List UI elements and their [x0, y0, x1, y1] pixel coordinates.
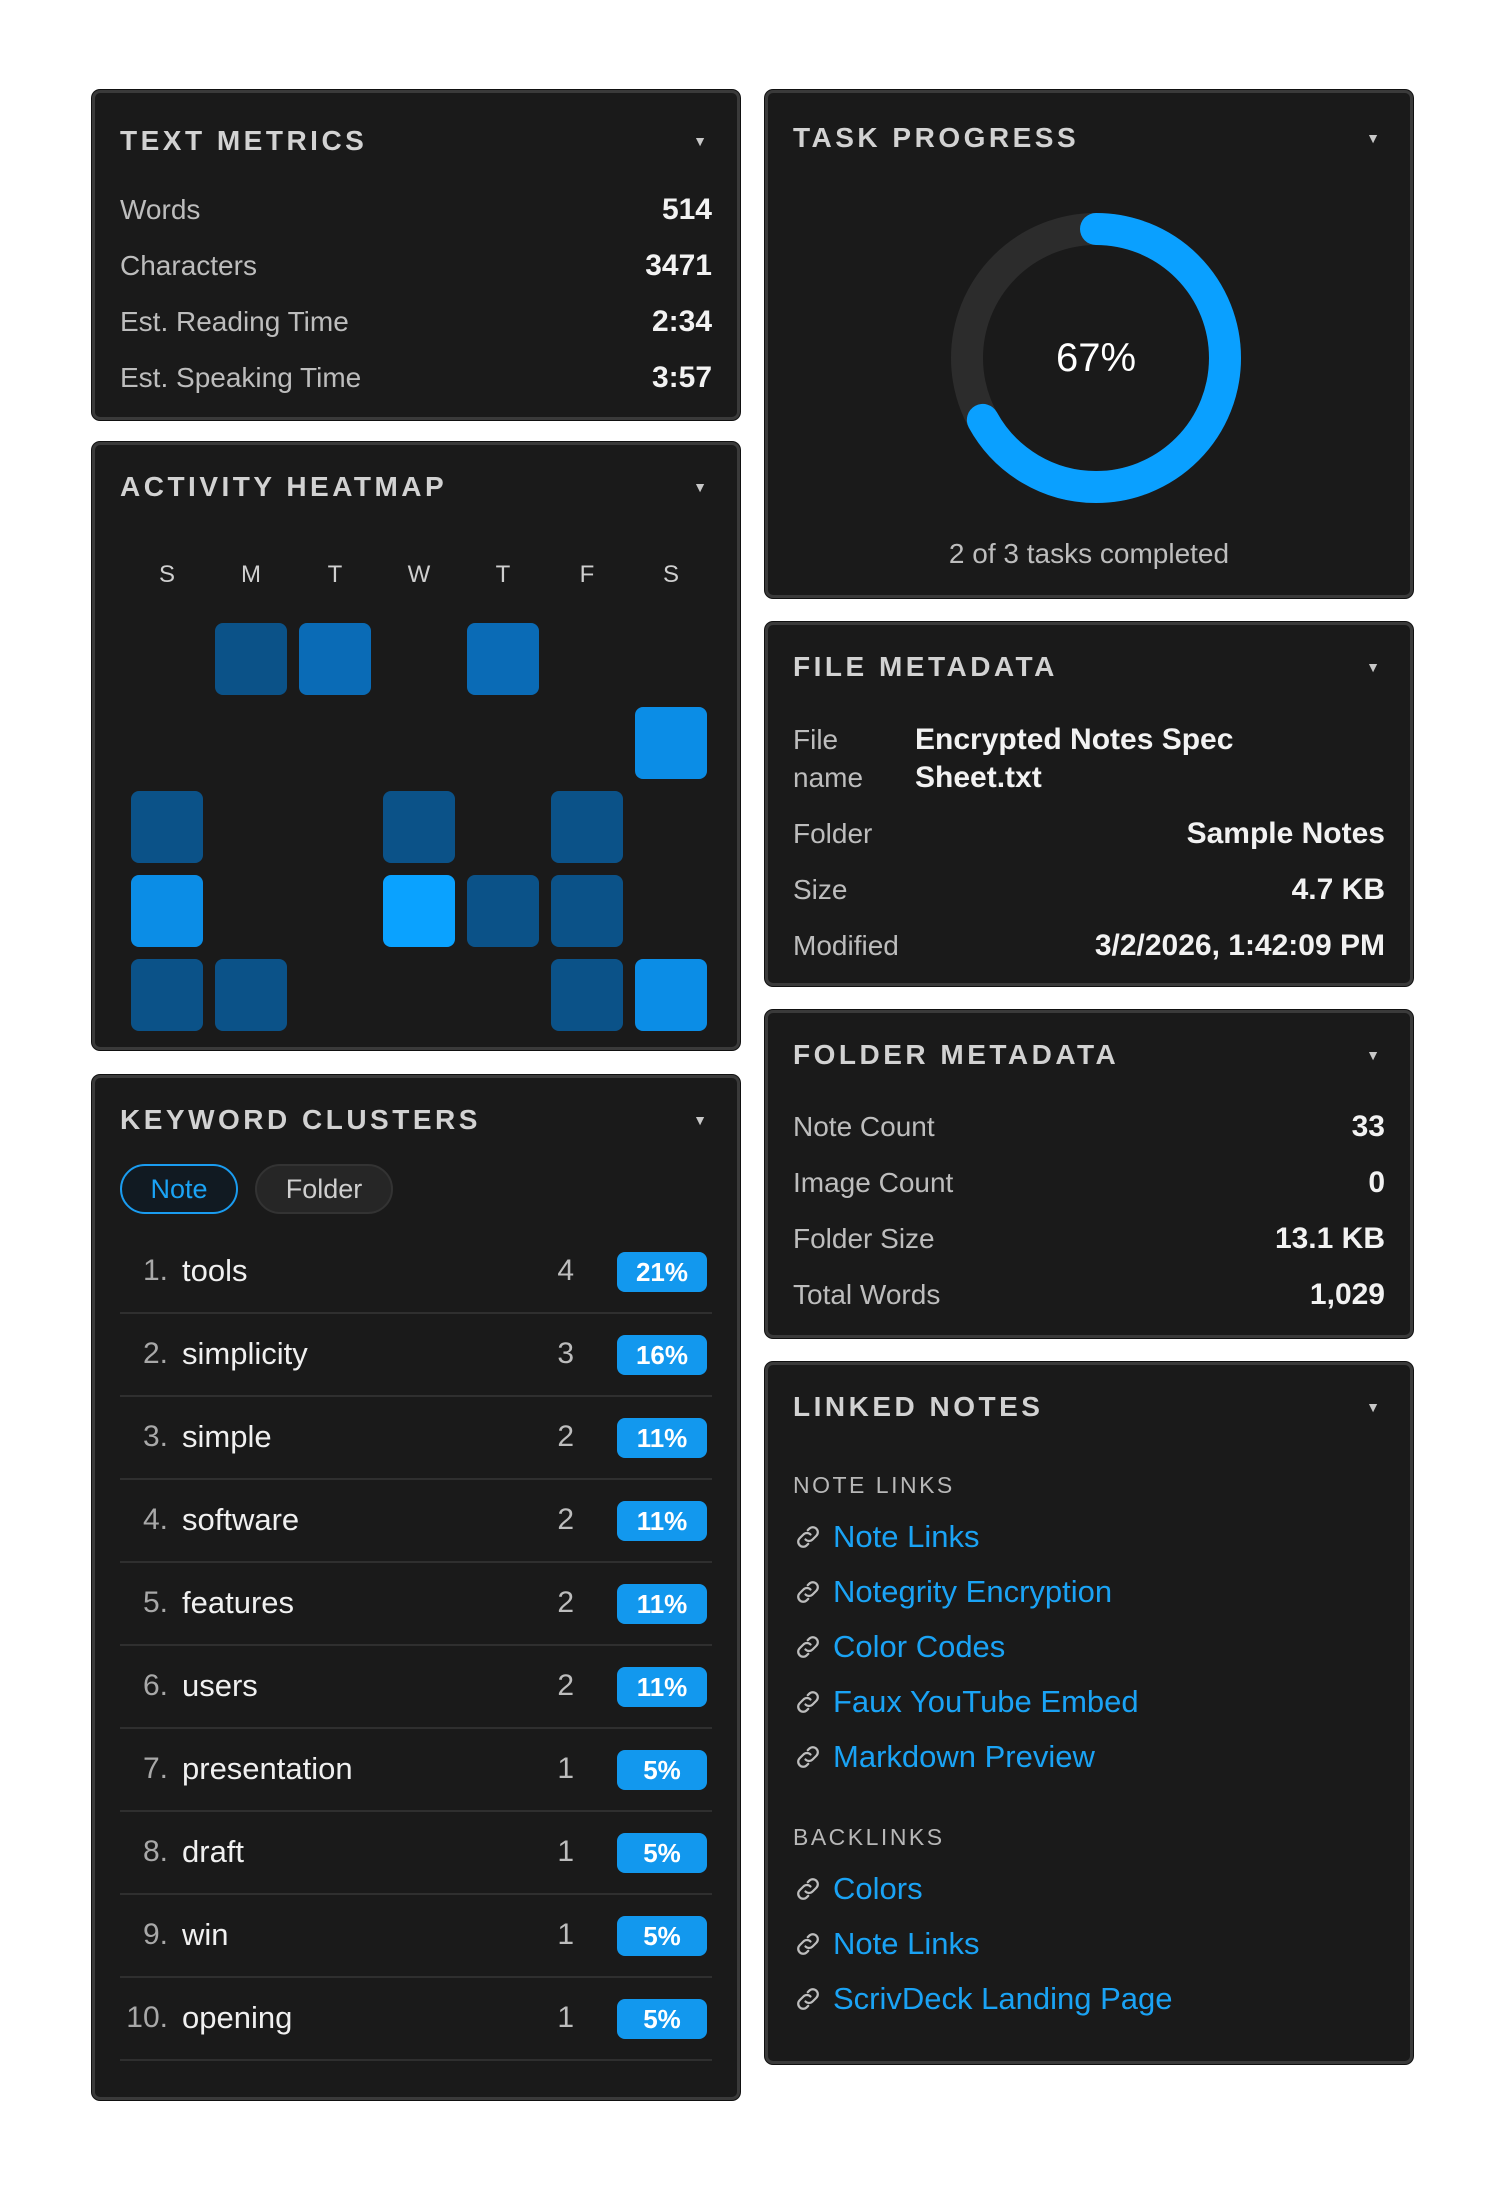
- backlinks-section-label: BACKLINKS: [793, 1824, 945, 1850]
- metric-label: Est. Speaking Time: [120, 362, 362, 393]
- keyword-rank: 10.: [126, 2001, 168, 2034]
- link-text[interactable]: Colors: [833, 1871, 923, 1906]
- keyword-count: 1: [557, 1918, 574, 1951]
- keyword-row[interactable]: [120, 1894, 712, 1978]
- heatmap-cell: [131, 959, 203, 1031]
- keyword-word: simple: [182, 1419, 272, 1454]
- backlink[interactable]: [793, 1977, 1385, 2021]
- file-name-line: Encrypted Notes Spec: [915, 723, 1234, 756]
- keyword-percent-badge: 5%: [617, 1750, 707, 1790]
- keyword-row[interactable]: [120, 1977, 712, 2061]
- day-label: S: [662, 561, 679, 588]
- keyword-row[interactable]: [120, 1479, 712, 1563]
- heatmap-cell: [467, 623, 539, 695]
- file-metadata-title: FILE METADATA: [793, 651, 1058, 682]
- backlink[interactable]: [793, 1922, 1385, 1966]
- keyword-word: simplicity: [182, 1336, 308, 1371]
- collapse-triangle-icon[interactable]: ▼: [1366, 1399, 1380, 1415]
- metric-row-reading-time: [120, 302, 712, 342]
- heatmap-cell: [131, 791, 203, 863]
- day-label: F: [579, 561, 595, 588]
- file-name-label-line: File: [793, 724, 839, 755]
- metric-label: Note Count: [793, 1111, 935, 1142]
- keyword-word: tools: [182, 1253, 248, 1288]
- keyword-rank: 2.: [142, 1337, 168, 1370]
- day-label: T: [495, 561, 511, 588]
- text-metrics-title: TEXT METRICS: [120, 125, 368, 156]
- modified-label: Modified: [793, 930, 899, 961]
- link-text[interactable]: Note Links: [833, 1926, 980, 1961]
- progress-percent: 67%: [1055, 336, 1137, 380]
- activity-heatmap-header[interactable]: [120, 467, 712, 507]
- link-icon: [793, 1984, 823, 2014]
- keyword-clusters-header[interactable]: [120, 1100, 712, 1140]
- metric-row-speaking-time: [120, 358, 712, 398]
- keyword-percent-badge: 11%: [617, 1501, 707, 1541]
- heatmap-cell: [551, 959, 623, 1031]
- heatmap-cell: [635, 707, 707, 779]
- link-text[interactable]: Color Codes: [833, 1629, 1006, 1664]
- keyword-count: 2: [557, 1586, 574, 1619]
- link-icon: [793, 1522, 823, 1552]
- heatmap-cell: [551, 875, 623, 947]
- linked-notes-card: [765, 1362, 1413, 2064]
- keyword-rank: 3.: [142, 1420, 168, 1453]
- keyword-count: 1: [557, 1752, 574, 1785]
- task-progress-title: TASK PROGRESS: [793, 122, 1080, 153]
- heatmap-cell: [551, 791, 623, 863]
- keyword-word: software: [182, 1502, 300, 1537]
- heatmap-cell: [215, 959, 287, 1031]
- link-icon: [793, 1632, 823, 1662]
- keyword-count: 2: [557, 1669, 574, 1702]
- keyword-word: presentation: [182, 1751, 353, 1786]
- link-text[interactable]: Note Links: [833, 1519, 980, 1554]
- link-icon: [793, 1874, 823, 1904]
- keyword-word: users: [182, 1668, 258, 1703]
- link-text[interactable]: Notegrity Encryption: [833, 1574, 1113, 1609]
- metric-value: 13.1 KB: [1274, 1222, 1385, 1255]
- note-links-section-label: NOTE LINKS: [793, 1472, 955, 1498]
- keyword-row[interactable]: [120, 1562, 712, 1646]
- keyword-count: 1: [557, 1835, 574, 1868]
- keyword-count: 1: [557, 2001, 574, 2034]
- day-label: T: [327, 561, 343, 588]
- collapse-triangle-icon[interactable]: ▼: [1366, 659, 1380, 675]
- keyword-percent-badge: 5%: [617, 1916, 707, 1956]
- day-label: S: [158, 561, 175, 588]
- link-text[interactable]: Faux YouTube Embed: [833, 1684, 1139, 1719]
- keyword-percent-badge: 16%: [617, 1335, 707, 1375]
- collapse-triangle-icon[interactable]: ▼: [693, 1112, 707, 1128]
- keyword-rank: 4.: [142, 1503, 168, 1536]
- task-progress-header[interactable]: [793, 118, 1385, 158]
- metric-value: 3:57: [651, 361, 712, 394]
- keyword-rank: 9.: [142, 1918, 168, 1951]
- folder-metadata-header[interactable]: [793, 1035, 1385, 1075]
- file-name-value: [915, 721, 1233, 797]
- metric-row-image-count: [793, 1163, 1385, 1203]
- keyword-percent-badge: 21%: [617, 1252, 707, 1292]
- keyword-count: 2: [557, 1420, 574, 1453]
- keyword-percent-badge: 11%: [617, 1584, 707, 1624]
- metric-label: Words: [120, 194, 201, 225]
- metric-label: Folder Size: [793, 1223, 935, 1254]
- metric-label: Total Words: [793, 1279, 941, 1310]
- keyword-row[interactable]: [120, 1728, 712, 1812]
- keyword-count: 4: [557, 1254, 574, 1287]
- metric-row-total-words: [793, 1275, 1385, 1315]
- metric-value: 2:34: [651, 305, 712, 338]
- keyword-percent-badge: 11%: [617, 1667, 707, 1707]
- folder-label: Folder: [793, 818, 873, 849]
- file-name-label-line: name: [793, 762, 864, 793]
- metric-value: 0: [1368, 1166, 1385, 1199]
- collapse-triangle-icon[interactable]: ▼: [1366, 1047, 1380, 1063]
- keyword-rank: 1.: [142, 1254, 168, 1287]
- keyword-rank: 7.: [142, 1752, 168, 1785]
- link-icon: [793, 1687, 823, 1717]
- note-link[interactable]: [793, 1515, 1385, 1559]
- note-link[interactable]: [793, 1735, 1385, 1779]
- activity-heatmap-card: [92, 442, 740, 1050]
- keyword-word: opening: [182, 2000, 293, 2035]
- heatmap-cell: [131, 875, 203, 947]
- keyword-clusters-card: [92, 1075, 740, 2100]
- size-label: Size: [793, 874, 848, 905]
- heatmap-cell: [383, 875, 455, 947]
- collapse-triangle-icon[interactable]: ▼: [693, 479, 707, 495]
- metric-label: Characters: [120, 250, 257, 281]
- tab-folder[interactable]: Folder: [255, 1164, 393, 1214]
- keyword-count: 2: [557, 1503, 574, 1536]
- metric-label: Est. Reading Time: [120, 306, 349, 337]
- size-value: 4.7 KB: [1291, 873, 1385, 906]
- metric-value: 514: [661, 193, 712, 226]
- note-link[interactable]: [793, 1625, 1385, 1669]
- metric-row-characters: [120, 246, 712, 286]
- keyword-percent-badge: 5%: [617, 1999, 707, 2039]
- heatmap-cell: [215, 623, 287, 695]
- metric-value: 33: [1351, 1110, 1385, 1143]
- keyword-rank: 5.: [142, 1586, 168, 1619]
- keyword-clusters-title: KEYWORD CLUSTERS: [120, 1104, 481, 1135]
- keyword-rank: 8.: [142, 1835, 168, 1868]
- task-progress-card: [765, 90, 1413, 598]
- note-link[interactable]: [793, 1680, 1385, 1724]
- keyword-rank: 6.: [142, 1669, 168, 1702]
- text-metrics-header[interactable]: [120, 121, 712, 161]
- keyword-word: win: [182, 1917, 229, 1952]
- metric-value: 3471: [645, 249, 712, 282]
- folder-metadata-card: [765, 1010, 1413, 1338]
- keyword-row[interactable]: [120, 1313, 712, 1397]
- progress-caption: 2 of 3 tasks completed: [948, 538, 1230, 569]
- link-text[interactable]: ScrivDeck Landing Page: [833, 1981, 1173, 2016]
- backlink[interactable]: [793, 1867, 1385, 1911]
- metric-row-folder-size: [793, 1219, 1385, 1259]
- collapse-triangle-icon[interactable]: ▼: [693, 133, 707, 149]
- day-label: M: [241, 561, 261, 588]
- link-icon: [793, 1577, 823, 1607]
- keyword-row[interactable]: [120, 1396, 712, 1480]
- keyword-count: 3: [557, 1337, 574, 1370]
- metric-value: 1,029: [1309, 1278, 1385, 1311]
- heatmap-cell: [635, 959, 707, 1031]
- keyword-row[interactable]: [120, 1811, 712, 1895]
- heatmap-cell: [299, 623, 371, 695]
- metric-label: Image Count: [793, 1167, 954, 1198]
- keyword-word: features: [182, 1585, 295, 1620]
- file-name-label: [793, 721, 863, 797]
- file-metadata-header[interactable]: [793, 647, 1385, 687]
- metric-row-note-count: [793, 1107, 1385, 1147]
- heatmap-cell: [383, 791, 455, 863]
- linked-notes-header[interactable]: [793, 1387, 1385, 1427]
- tab-note[interactable]: Note: [120, 1164, 238, 1214]
- folder-metadata-title: FOLDER METADATA: [793, 1039, 1120, 1070]
- note-link[interactable]: [793, 1570, 1385, 1614]
- progress-donut: [946, 208, 1246, 508]
- link-icon: [793, 1742, 823, 1772]
- heatmap-cell: [467, 875, 539, 947]
- file-name-line: Sheet.txt: [915, 761, 1042, 794]
- link-text[interactable]: Markdown Preview: [833, 1739, 1095, 1774]
- keyword-percent-badge: 11%: [617, 1418, 707, 1458]
- activity-heatmap-title: ACTIVITY HEATMAP: [120, 471, 448, 502]
- keyword-word: draft: [182, 1834, 245, 1869]
- keyword-percent-badge: 5%: [617, 1833, 707, 1873]
- folder-value: Sample Notes: [1186, 817, 1385, 850]
- file-metadata-card: [765, 622, 1413, 986]
- collapse-triangle-icon[interactable]: ▼: [1366, 130, 1380, 146]
- link-icon: [793, 1929, 823, 1959]
- modified-value: 3/2/2026, 1:42:09 PM: [1094, 929, 1385, 962]
- keyword-row[interactable]: [120, 1645, 712, 1729]
- day-label: W: [407, 561, 431, 588]
- keyword-row[interactable]: [120, 1230, 712, 1314]
- text-metrics-card: [92, 90, 740, 420]
- linked-notes-title: LINKED NOTES: [793, 1391, 1044, 1422]
- metric-row-words: [120, 190, 712, 230]
